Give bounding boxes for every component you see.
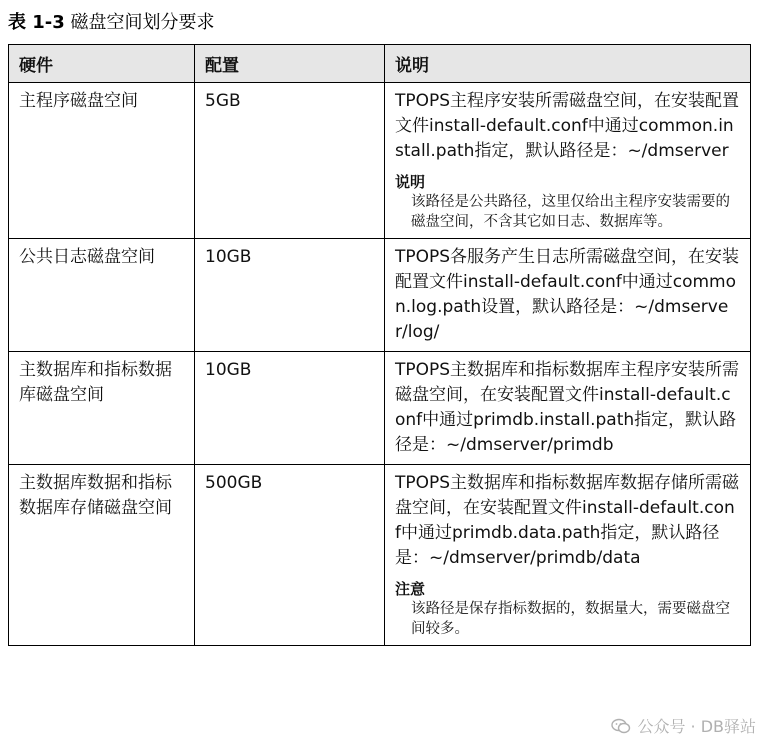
config-cell: 500GB xyxy=(195,465,385,646)
hardware-cell: 主程序磁盘空间 xyxy=(9,83,195,239)
config-cell: 10GB xyxy=(195,352,385,465)
description-text: TPOPS主程序安装所需磁盘空间，在安装配置文件install-default.conf中通过common.install.path指定，默认路径是：~/dmserver xyxy=(395,91,740,161)
wechat-icon xyxy=(611,718,631,734)
description-cell xyxy=(385,465,751,646)
table-caption xyxy=(8,10,215,36)
header-description: 说明 xyxy=(385,45,751,83)
description-text: TPOPS主数据库和指标数据库数据存储所需磁盘空间，在安装配置文件install-default.conf中通过primdb.data.path指定，默认路径是：~/dmserver/primdb/data xyxy=(395,473,740,568)
description-text: TPOPS主数据库和指标数据库主程序安装所需磁盘空间，在安装配置文件install-default.conf中通过primdb.install.path指定，默认路径是：~/dmserver/primdb xyxy=(395,360,740,455)
table-row xyxy=(9,83,751,239)
hardware-cell: 主数据库和指标数据库磁盘空间 xyxy=(9,352,195,465)
note-body: 该路径是公共路径，这里仅给出主程序安装需要的磁盘空间，不含其它如日志、数据库等。 xyxy=(411,194,730,230)
hardware-cell: 主数据库数据和指标数据库存储磁盘空间 xyxy=(9,465,195,646)
caution-body: 该路径是保存指标数据的，数据量大，需要磁盘空间较多。 xyxy=(411,601,730,637)
table-row xyxy=(9,465,751,646)
description-text: TPOPS各服务产生日志所需磁盘空间，在安装配置文件install-default.conf中通过common.log.path设置，默认路径是：~/dmserver/log/ xyxy=(395,247,740,342)
description-cell xyxy=(385,239,751,352)
table-row xyxy=(9,239,751,352)
watermark-text: 公众号 · DB驿站 xyxy=(637,717,756,736)
caution-title: 注意 xyxy=(395,580,426,598)
disk-space-table xyxy=(8,44,751,646)
config-cell: 5GB xyxy=(195,83,385,239)
watermark xyxy=(611,714,756,737)
note-title: 说明 xyxy=(395,173,426,191)
header-hardware: 硬件 xyxy=(9,45,195,83)
table-header-row xyxy=(9,45,751,83)
hardware-cell: 公共日志磁盘空间 xyxy=(9,239,195,352)
config-cell: 10GB xyxy=(195,239,385,352)
table-title: 磁盘空间划分要求 xyxy=(70,12,215,33)
header-config: 配置 xyxy=(195,45,385,83)
description-cell xyxy=(385,352,751,465)
table-row xyxy=(9,352,751,465)
table-number: 表 1-3 xyxy=(8,12,65,33)
description-cell xyxy=(385,83,751,239)
